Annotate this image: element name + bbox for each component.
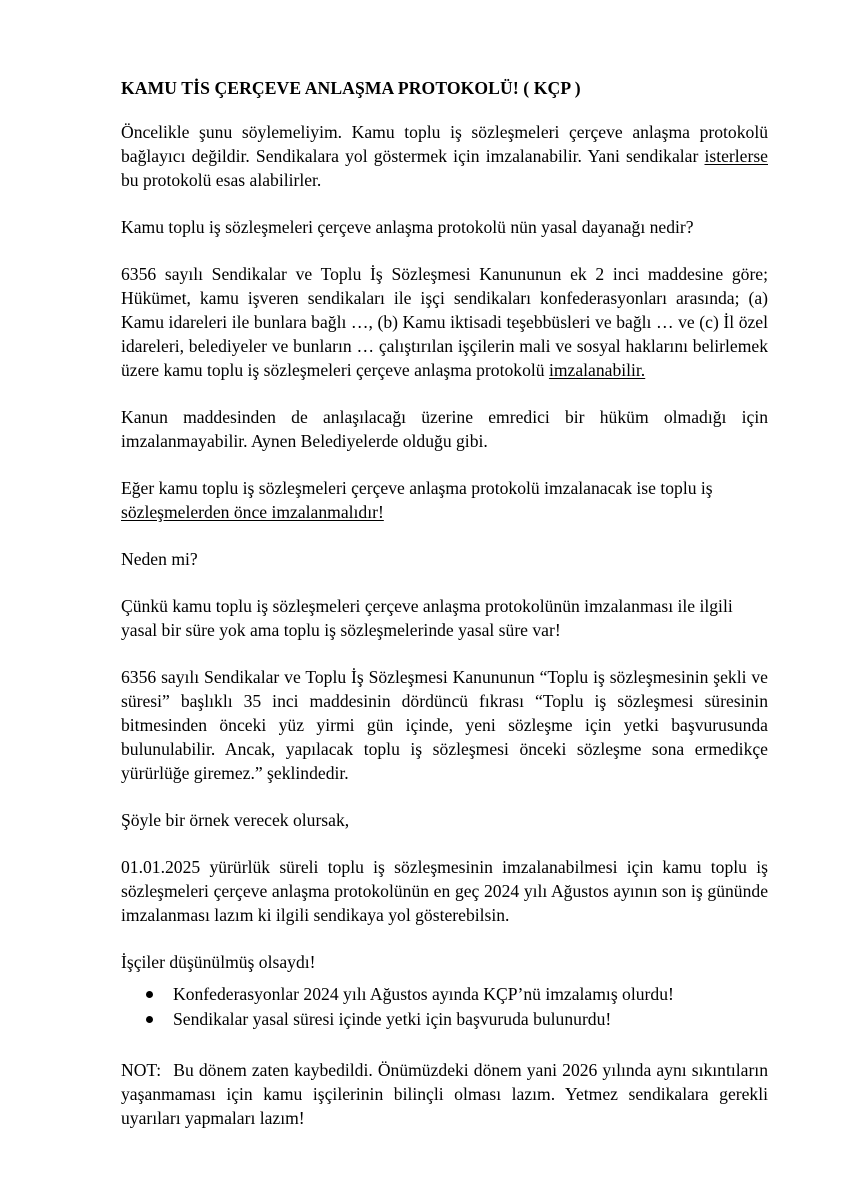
list-item-text: Konfederasyonlar 2024 yılı Ağustos ayında KÇP’nü imzalamış olurdu! bbox=[173, 984, 674, 1004]
paragraph-must-sign-before bbox=[121, 476, 768, 524]
paragraph-question-legal-basis: Kamu toplu iş sözleşmeleri çerçeve anlaşma protokolü nün yasal dayanağı nedir? bbox=[121, 217, 694, 237]
paragraph-not-mandatory: Kanun maddesinden de anlaşılacağı üzerine emredici bir hüküm olmadığı için imzalanmayabilir. Aynen Belediyelerde olduğu gibi. bbox=[121, 407, 768, 451]
note-text: Bu dönem zaten kaybedildi. Önümüzdeki dönem yani 2026 yılında aynı sıkıntıların yaşanmaması için kamu işçilerinin bilinçli olması lazım. Yetmez sendikalara gerekli uyarıları yapmaları lazım! bbox=[121, 1060, 768, 1128]
paragraph-example: 01.01.2025 yürürlük süreli toplu iş sözleşmesinin imzalanabilmesi için kamu toplu iş sözleşmeleri çerçeve anlaşma protokolünün en geç 2024 yılı Ağustos ayının son iş gününde imzalanması lazım ki ilgili sendikaya yol gösterebilsin. bbox=[121, 857, 768, 925]
list-item bbox=[121, 982, 768, 1006]
paragraph-article-35: 6356 sayılı Sendikalar ve Toplu İş Sözleşmesi Kanununun “Toplu iş sözleşmesinin şekli ve süresi” başlıklı 35 inci maddesinin dördüncü fıkrası “Toplu iş sözleşmesi süresinin bitmesinden önceki yüz yirmi gün içinde, yeni sözleşme için yetki başvurusunda bulunulabilir. Ancak, yapılacak toplu iş sözleşmesi önceki sözleşme sona ermedikçe yürürlüğe giremez.” şeklindedir. bbox=[121, 667, 768, 783]
underlined-before-contracts: sözleşmelerden önce imzalanmalıdır! bbox=[121, 502, 384, 522]
underlined-imzalanabilir: imzalanabilir. bbox=[548, 360, 646, 380]
paragraph-law-article-text: 6356 sayılı Sendikalar ve Toplu İş Sözleşmesi Kanununun ek 2 inci maddesine göre; Hükümet, kamu işveren sendikaları ile işçi sendikaları konfederasyonları arasında; (a) Kamu idareleri ile bunlara bağlı …, (b) Kamu iktisadi teşebbüsleri ve bağlı … ve (c) İl özel idareleri, belediyeler ve bunların … çalıştırılan işçilerin mali ve sosyal haklarını belirlemek üzere kamu toplu iş sözleşmeleri çerçeve anlaşma protokolü bbox=[121, 264, 768, 380]
underlined-isterlerse: isterlerse bbox=[704, 146, 768, 166]
bullet-icon bbox=[146, 991, 153, 998]
paragraph-example-intro: Şöyle bir örnek verecek olursak, bbox=[121, 810, 350, 830]
list-item bbox=[121, 1007, 768, 1031]
paragraph-because: Çünkü kamu toplu iş sözleşmeleri çerçeve anlaşma protokolünün imzalanması ile ilgili yasal bir süre yok ama toplu iş sözleşmelerinde yasal süre var! bbox=[121, 596, 733, 640]
paragraph-why: Neden mi? bbox=[121, 549, 198, 569]
paragraph-must-sign-before-text: Eğer kamu toplu iş sözleşmeleri çerçeve anlaşma protokolü imzalanacak ise toplu iş bbox=[121, 478, 713, 498]
paragraph-intro-text-end: bu protokolü esas alabilirler. bbox=[121, 170, 322, 190]
paragraph-if-workers: İşçiler düşünülmüş olsaydı! bbox=[121, 952, 316, 972]
bullet-icon bbox=[146, 1016, 153, 1023]
paragraph-note bbox=[121, 1058, 768, 1130]
paragraph-intro-text: Öncelikle şunu söylemeliyim. Kamu toplu iş sözleşmeleri çerçeve anlaşma protokolü bağlayıcı değildir. Sendikalara yol göstermek için imzalanabilir. Yani sendikalar bbox=[121, 122, 768, 166]
paragraph-law-article bbox=[121, 262, 768, 382]
note-label: NOT: bbox=[121, 1060, 162, 1080]
document-title: KAMU TİS ÇERÇEVE ANLAŞMA PROTOKOLÜ! ( KÇP ) bbox=[121, 78, 581, 98]
paragraph-intro bbox=[121, 120, 768, 192]
document-body bbox=[121, 76, 768, 1153]
bullet-list bbox=[121, 982, 768, 1031]
list-item-text: Sendikalar yasal süresi içinde yetki için başvuruda bulunurdu! bbox=[173, 1009, 612, 1029]
